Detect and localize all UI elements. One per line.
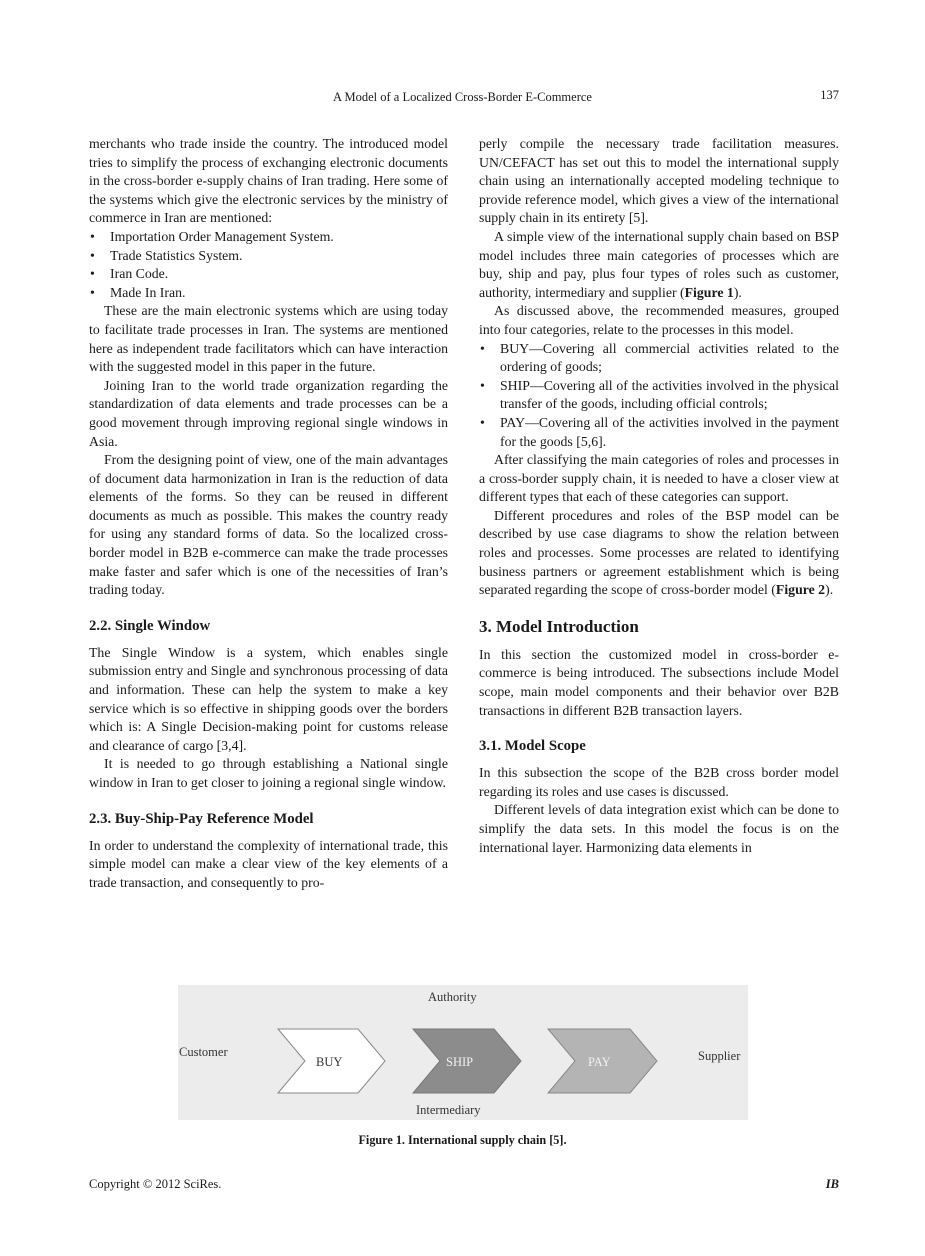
figure-2-ref: Figure 2 — [775, 582, 826, 598]
list-item: • Iran Code. — [89, 265, 448, 284]
paragraph — [479, 507, 839, 600]
systems-list — [89, 228, 448, 302]
copyright-notice: Copyright © 2012 SciRes. — [89, 1177, 222, 1191]
paragraph: These are the main electronic systems which are using today to facilitate trade processes in Iran. The systems are mentioned here as independent trade facilitators which can have interaction with the suggested model in this paper in the future. — [89, 303, 448, 375]
right-column — [479, 135, 839, 857]
pay-label: PAY — [588, 1055, 611, 1069]
section-heading-model-scope: 3.1. Model Scope — [479, 738, 586, 755]
section-heading-model-introduction: 3. Model Introduction — [479, 616, 639, 636]
figure-1-ref: Figure 1 — [684, 284, 734, 300]
paragraph: It is needed to go through establishing a National single window in Iran to get closer to joining a regional single window. — [89, 756, 448, 790]
paragraph: As discussed above, the recommended measures, grouped into four categories, relate to the processes in this model. — [479, 303, 839, 337]
running-title: A Model of a Localized Cross-Border E-Commerce — [333, 90, 592, 104]
paragraph: Different levels of data integration exist which can be done to simplify the data sets. In this model the focus is on the international layer. Harmonizing data elements in — [479, 802, 839, 855]
supplier-label: Supplier — [698, 1049, 741, 1063]
process-arrows — [178, 985, 748, 1120]
text-span: ). — [733, 284, 742, 300]
list-item: • Trade Statistics System. — [89, 247, 448, 266]
section-heading-bsp: 2.3. Buy-Ship-Pay Reference Model — [89, 810, 314, 827]
paragraph: Joining Iran to the world trade organization regarding the standardization of data elements and trade processes can be a good movement through improving regional single windows in Asia. — [89, 377, 448, 449]
list-item: • BUY—Covering all commercial activities related to the ordering of goods; — [479, 340, 839, 377]
text-span: A simple view of the international supply chain based on BSP model includes three main categories of processes which are buy, ship and pay, plus four types of roles such as customer, authority, intermediary and supplier ( — [479, 228, 839, 300]
paragraph: In this subsection the scope of the B2B cross border model regarding its roles and use cases is discussed. — [479, 765, 839, 799]
running-header — [0, 90, 925, 106]
paragraph: merchants who trade inside the country. The introduced model tries to simplify the process of exchanging electronic documents in the cross-border e-supply chains of Iran trading. Here some of the systems which give the electronic services by the ministry of commerce in Iran are mentioned: — [89, 136, 448, 226]
authority-label: Authority — [428, 990, 477, 1004]
paragraph: From the designing point of view, one of the main advantages of document data harmonization in Iran is the reduction of data elements of the forms. So they can be reused in different documents as much as possible. This makes the country ready for using any standard forms of data. So the localized cross-border model in B2B e-commerce can make the trade processes make faster and safer which is one of the necessities of Iran’s trading today. — [89, 452, 448, 598]
left-column — [89, 135, 448, 892]
list-item: • PAY—Covering all of the activities involved in the payment for the goods [5,6]. — [479, 414, 839, 451]
figure-caption: Figure 1. International supply chain [5]. — [358, 1133, 567, 1147]
text-span: Different procedures and roles of the BSP model can be described by use case diagrams to show the relation between roles and processes. Some processes are related to identifying business partners or agreement establishment which is being separated regarding the scope of cross-border model ( — [479, 507, 839, 598]
customer-label: Customer — [179, 1045, 228, 1059]
list-item: • SHIP—Covering all of the activities involved in the physical transfer of the goods, including official controls; — [479, 377, 839, 414]
paragraph: perly compile the necessary trade facilitation measures. UN/CEFACT has set out this to model the international supply chain using an internationally accepted modeling technique to provide reference model, which gives a view of the international supply chain in its entirety [5]. — [479, 136, 839, 226]
buy-label: BUY — [316, 1055, 343, 1069]
supply-chain-figure — [178, 985, 748, 1120]
list-item: • Importation Order Management System. — [89, 228, 448, 247]
text-span: ). — [825, 582, 834, 598]
paragraph: In order to understand the complexity of international trade, this simple model can make a clear view of the key elements of a trade transaction, and consequently to pro- — [89, 837, 448, 890]
ship-label: SHIP — [446, 1055, 474, 1069]
paragraph: After classifying the main categories of roles and processes in a cross-border supply chain, it is needed to have a closer view at different types that each of these categories can support. — [479, 452, 839, 505]
page-number: 137 — [820, 88, 839, 102]
intermediary-label: Intermediary — [416, 1103, 481, 1117]
paragraph: The Single Window is a system, which enables single submission entry and Single and synchronous processing of data and information. These can help the system to make a key service which is so effective in shipping goods over the borders which is: A Single Decision-making point for customs release and clearance of cargo [3,4]. — [89, 644, 448, 753]
process-list — [479, 340, 839, 452]
paragraph: In this section the customized model in cross-border e-commerce is being introduced. The subsections include Model scope, main model components and their behavior over B2B transactions in different B2B transaction layers. — [479, 646, 839, 718]
section-heading-single-window: 2.2. Single Window — [89, 617, 211, 634]
list-item: • Made In Iran. — [89, 284, 448, 303]
paragraph — [479, 228, 839, 302]
journal-abbreviation: IB — [825, 1177, 839, 1191]
